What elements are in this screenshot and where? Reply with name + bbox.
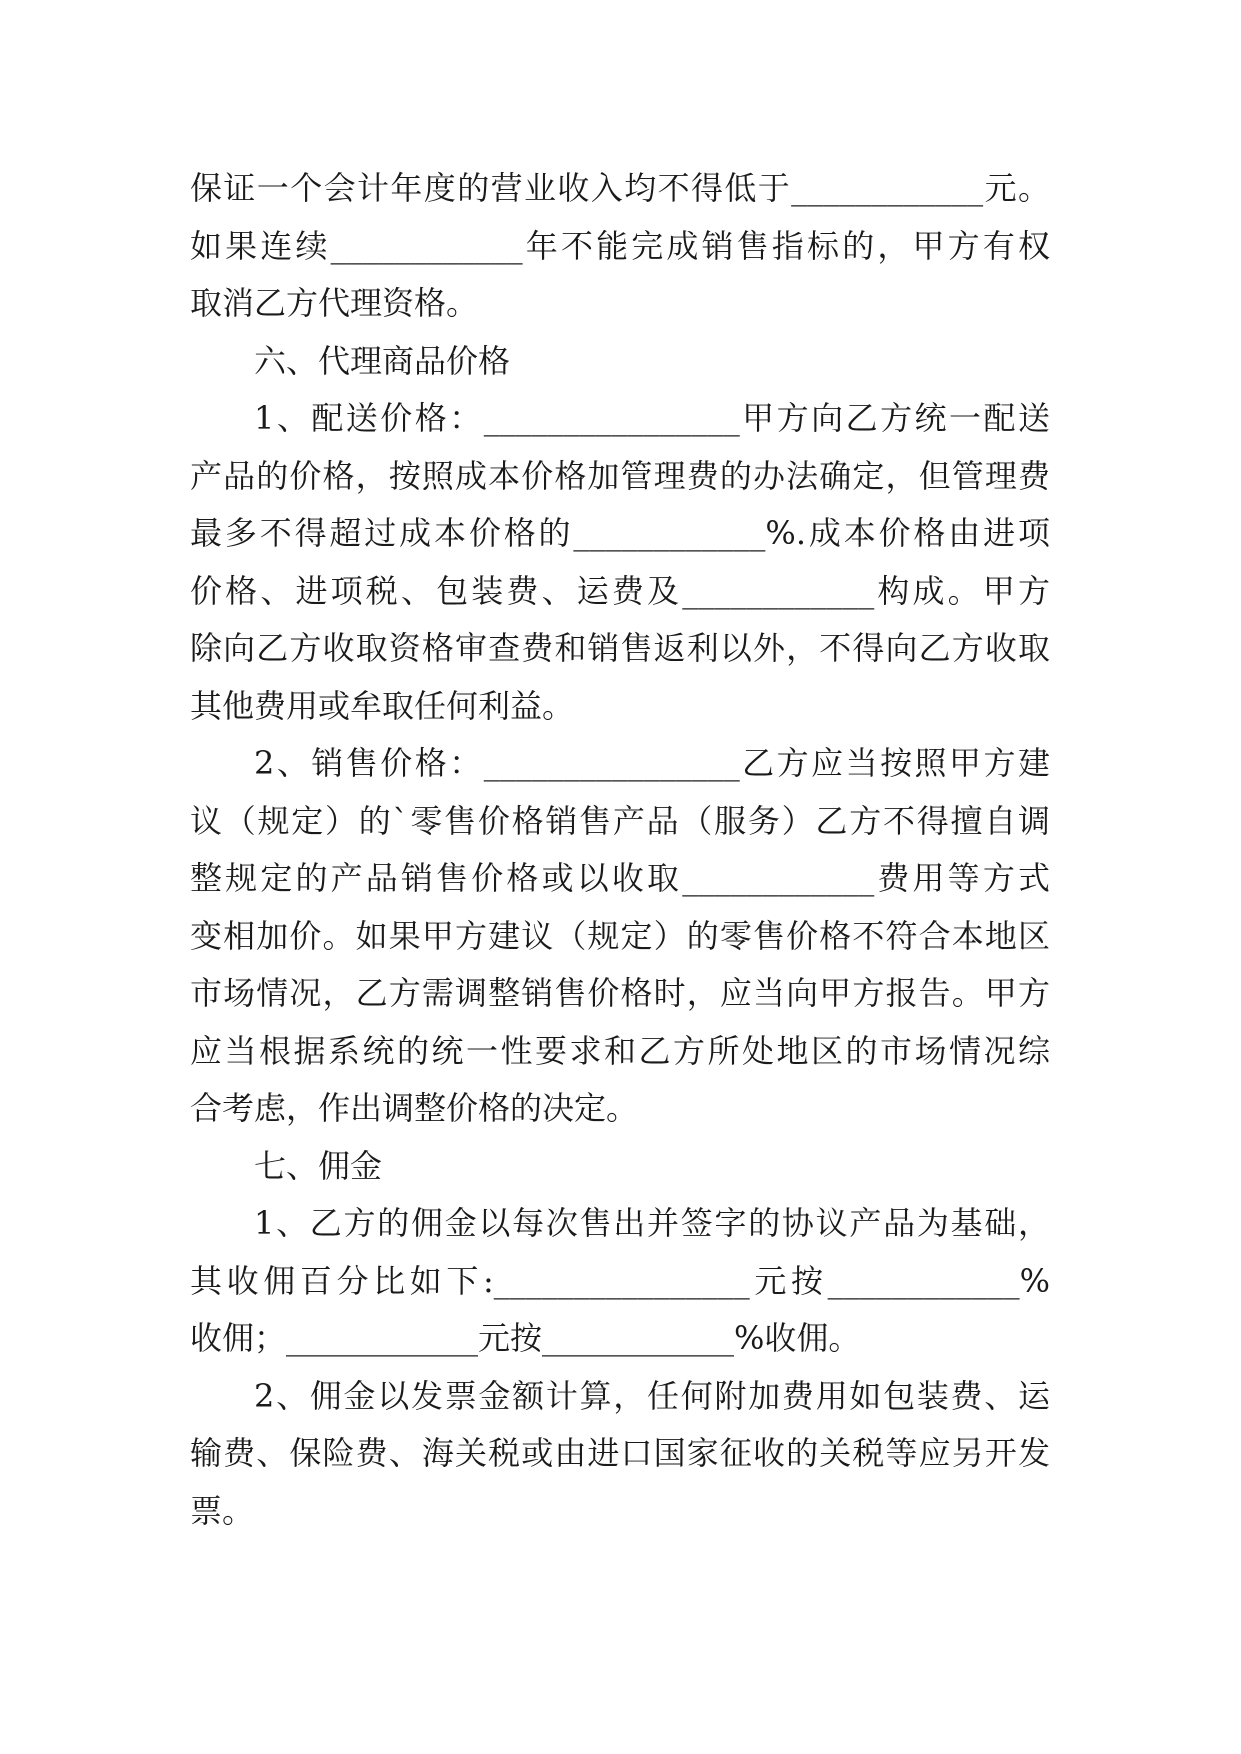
text-line: 输费、保险费、海关税或由进口国家征收的关税等应另开发 — [190, 1434, 1050, 1472]
text-line: 保证一个会计年度的营业收入均不得低于____________元。 — [190, 169, 1050, 207]
text-line: 合考虑，作出调整价格的决定。 — [190, 1089, 639, 1127]
text-line: 如果连续____________年不能完成销售指标的，甲方有权 — [190, 226, 1050, 265]
text-line: 最多不得超过成本价格的____________%.成本价格由进项 — [190, 514, 1050, 552]
clause-line: 1、乙方的佣金以每次售出并签字的协议产品为基础， — [254, 1204, 1050, 1242]
text-line: 整规定的产品销售价格或以收取____________费用等方式 — [190, 859, 1050, 897]
clause-line: 2、销售价格：________________乙方应当按照甲方建 — [254, 744, 1050, 782]
text-line: 除向乙方收取资格审查费和销售返利以外，不得向乙方收取 — [190, 629, 1050, 667]
document-body — [190, 160, 1050, 1540]
text-line: 取消乙方代理资格。 — [190, 284, 479, 322]
clause-line: 1、配送价格：________________甲方向乙方统一配送 — [254, 399, 1050, 437]
text-line: 议（规定）的`零售价格销售产品（服务）乙方不得擅自调 — [190, 801, 1050, 840]
section-heading: 六、代理商品价格 — [254, 341, 511, 380]
text-line: 收佣；____________元按____________%收佣。 — [190, 1319, 861, 1357]
section-heading: 七、佣金 — [254, 1146, 383, 1185]
text-line: 其他费用或牟取任何利益。 — [190, 686, 575, 725]
text-line: 产品的价格，按照成本价格加管理费的办法确定，但管理费 — [190, 456, 1050, 495]
text-line: 应当根据系统的统一性要求和乙方所处地区的市场情况综 — [190, 1031, 1050, 1070]
text-line: 票。 — [190, 1491, 255, 1530]
text-line: 其收佣百分比如下:________________元按____________% — [190, 1261, 1050, 1300]
clause-line: 2、佣金以发票金额计算，任何附加费用如包装费、运 — [254, 1376, 1050, 1415]
text-line: 价格、进项税、包装费、运费及____________构成。甲方 — [190, 571, 1050, 610]
text-line: 变相加价。如果甲方建议（规定）的零售价格不符合本地区 — [190, 916, 1050, 955]
text-line: 市场情况，乙方需调整销售价格时，应当向甲方报告。甲方 — [190, 974, 1050, 1012]
